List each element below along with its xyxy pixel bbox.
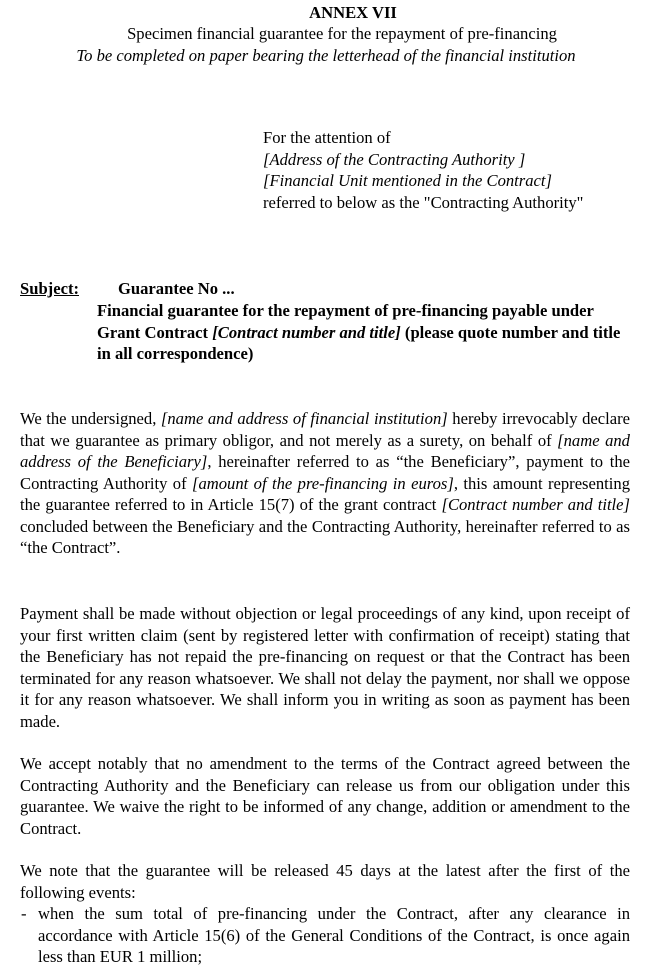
recipient-block [263, 127, 583, 213]
document-title: Specimen financial guarantee for the repayment of pre-financing [127, 24, 557, 43]
contract-placeholder: [Contract number and title] [212, 322, 401, 342]
financial-unit: [Financial Unit mentioned in the Contract] [263, 171, 552, 190]
amount-placeholder: [amount of the pre-financing in euros] [192, 473, 454, 493]
beneficiary-placeholder: [name and address of the Beneficiary] [20, 430, 630, 471]
subject-description: Financial guarantee for the repayment of pre-financing payable under Grant Contract [Contract number and title] (please quote number and title in all correspondence) [97, 301, 621, 363]
subject-label: Subject: [20, 279, 79, 298]
annex-title: ANNEX VII [309, 3, 397, 22]
guarantee-paragraph: We the undersigned, [name and address of financial institution] hereby irrevocably declare that we guarantee as primary obligor, and not merely as a surety, on behalf of [name and address of the Beneficiary], hereinafter referred to as “the Beneficiary”, payment to the Contracting Authority of [amount of the pre-financing in euros], this amount representing the guarantee referred to in Article 15(7) of the grant contract [Contract number and title] concluded between the Beneficiary and the Contracting Authority, hereinafter referred to as “the Contract”. [20, 409, 631, 557]
amendment-paragraph: We accept notably that no amendment to the terms of the Contract agreed between the Contracting Authority and the Beneficiary can release us from our obligation under this guarantee. We waive the right to be informed of any change, addition or amendment to the Contract. [20, 754, 630, 838]
letterhead-instruction: To be completed on paper bearing the letterhead of the financial institution [76, 46, 576, 65]
release-paragraph: We note that the guarantee will be released 45 days at the latest after the first of the following events: [20, 861, 630, 902]
list-bullet: - [21, 904, 27, 923]
authority-address: [Address of the Contracting Authority ] [263, 149, 526, 169]
list-item-text: when the sum total of pre-financing under the Contract, after any clearance in accordance with Article 15(6) of the General Conditions of the Contract, is once again less than EUR 1 million; [38, 904, 630, 966]
payment-paragraph: Payment shall be made without objection or legal proceedings of any kind, upon receipt of your first written claim (sent by registered letter with confirmation of receipt) stating that the Beneficiary has not repaid the pre-financing on request or that the Contract has been terminated for any reason whatsoever. We shall not delay the payment, nor shall we oppose it for any reason whatsoever. We shall inform you in writing as soon as payment has been made. [20, 604, 630, 731]
contract-placeholder: [Contract number and title] [441, 495, 630, 514]
institution-placeholder: [name and address of financial institution] [160, 409, 448, 428]
guarantee-number: Guarantee No ... [118, 279, 235, 298]
referred-line: referred to below as the "Contracting Authority" [263, 192, 584, 212]
attention-line: For the attention of [263, 128, 391, 147]
